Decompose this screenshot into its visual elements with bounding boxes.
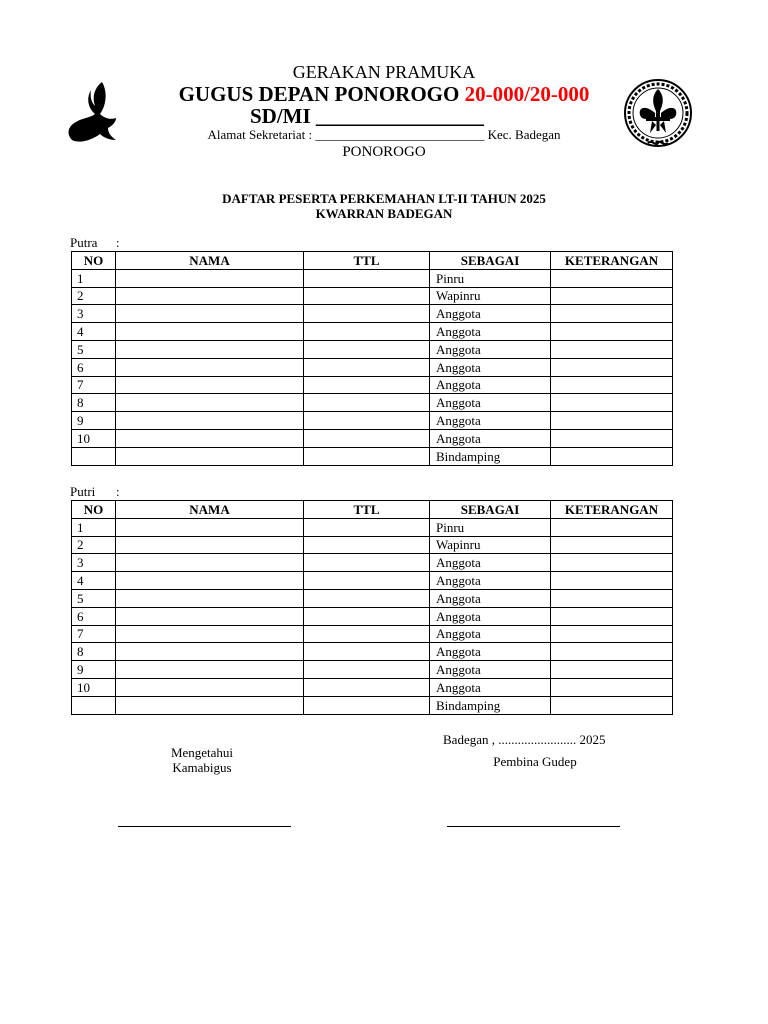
putra-section-label <box>70 235 120 251</box>
row-sebagai-cell: Anggota <box>430 412 551 430</box>
table-row <box>72 394 673 412</box>
row-sebagai-cell: Bindamping <box>430 696 551 714</box>
document-title: DAFTAR PESERTA PERKEMAHAN LT-II TAHUN 2025 <box>222 191 546 206</box>
table-row <box>72 287 673 305</box>
row-ttl-cell <box>304 536 430 554</box>
row-no-cell: 8 <box>72 394 116 412</box>
acknowledged-by-label: Mengetahui <box>170 745 234 760</box>
row-nama-cell <box>116 394 304 412</box>
row-no-cell <box>72 696 116 714</box>
row-nama-cell <box>116 429 304 447</box>
row-ttl-cell <box>304 358 430 376</box>
row-keterangan-cell <box>551 323 673 341</box>
row-keterangan-cell <box>551 536 673 554</box>
row-no-cell: 4 <box>72 572 116 590</box>
row-nama-cell <box>116 447 304 465</box>
row-ttl-cell <box>304 518 430 536</box>
row-no-cell: 2 <box>72 287 116 305</box>
row-nama-cell <box>116 661 304 679</box>
row-ttl-cell <box>304 429 430 447</box>
row-sebagai-cell: Anggota <box>430 625 551 643</box>
document-subtitle: KWARRAN BADEGAN <box>315 206 453 221</box>
document-title-block <box>0 191 768 221</box>
row-no-cell: 9 <box>72 412 116 430</box>
row-sebagai-cell: Anggota <box>430 554 551 572</box>
row-ttl-cell <box>304 340 430 358</box>
row-ttl-cell <box>304 305 430 323</box>
table-row <box>72 358 673 376</box>
kamabigus-signature-line <box>118 826 291 827</box>
table-row <box>72 412 673 430</box>
row-keterangan-cell <box>551 429 673 447</box>
table-row <box>72 678 673 696</box>
row-no-cell: 9 <box>72 661 116 679</box>
putri-section-label <box>70 484 120 500</box>
row-sebagai-cell: Anggota <box>430 323 551 341</box>
row-ttl-cell <box>304 643 430 661</box>
row-nama-cell <box>116 358 304 376</box>
row-sebagai-cell: Anggota <box>430 678 551 696</box>
row-sebagai-cell: Anggota <box>430 607 551 625</box>
gudep-number: 20-000/20-000 <box>464 82 590 106</box>
col-ttl: TTL <box>304 501 430 519</box>
row-ttl-cell <box>304 625 430 643</box>
row-no-cell: 3 <box>72 554 116 572</box>
row-keterangan-cell <box>551 412 673 430</box>
row-keterangan-cell <box>551 696 673 714</box>
row-sebagai-cell: Anggota <box>430 340 551 358</box>
pembina-gudep-label: Pembina Gudep <box>493 754 577 769</box>
row-ttl-cell <box>304 696 430 714</box>
row-sebagai-cell: Pinru <box>430 518 551 536</box>
kamabigus-label: Kamabigus <box>172 760 232 775</box>
row-ttl-cell <box>304 287 430 305</box>
row-sebagai-cell: Anggota <box>430 376 551 394</box>
row-sebagai-cell: Anggota <box>430 661 551 679</box>
row-no-cell: 7 <box>72 625 116 643</box>
row-nama-cell <box>116 572 304 590</box>
organization-name: GERAKAN PRAMUKA <box>292 62 476 82</box>
row-nama-cell <box>116 554 304 572</box>
row-no-cell: 5 <box>72 589 116 607</box>
row-no-cell: 2 <box>72 536 116 554</box>
putra-label: Putra <box>70 235 98 250</box>
row-nama-cell <box>116 323 304 341</box>
row-nama-cell <box>116 305 304 323</box>
row-keterangan-cell <box>551 518 673 536</box>
row-nama-cell <box>116 412 304 430</box>
gudep-prefix: GUGUS DEPAN PONOROGO <box>178 82 465 106</box>
school-line: SD/MI ________________ <box>250 104 484 128</box>
row-keterangan-cell <box>551 447 673 465</box>
row-nama-cell <box>116 287 304 305</box>
table-header-row <box>72 252 673 270</box>
putri-roster-table <box>71 500 673 715</box>
row-no-cell: 5 <box>72 340 116 358</box>
col-no: NO <box>72 252 116 270</box>
row-keterangan-cell <box>551 358 673 376</box>
row-keterangan-cell <box>551 269 673 287</box>
col-keterangan: KETERANGAN <box>551 501 673 519</box>
row-sebagai-cell: Wapinru <box>430 536 551 554</box>
row-no-cell <box>72 447 116 465</box>
row-ttl-cell <box>304 589 430 607</box>
col-no: NO <box>72 501 116 519</box>
col-sebagai: SEBAGAI <box>430 501 551 519</box>
row-keterangan-cell <box>551 287 673 305</box>
row-keterangan-cell <box>551 554 673 572</box>
row-nama-cell <box>116 625 304 643</box>
row-no-cell: 10 <box>72 678 116 696</box>
row-ttl-cell <box>304 572 430 590</box>
acknowledgement-block <box>130 745 274 775</box>
table-row <box>72 536 673 554</box>
secretariat-address: Alamat Sekretariat : __________________________ Kec. Badegan <box>207 127 561 142</box>
putri-label: Putri <box>70 484 96 499</box>
row-no-cell: 6 <box>72 607 116 625</box>
row-keterangan-cell <box>551 394 673 412</box>
row-sebagai-cell: Anggota <box>430 394 551 412</box>
row-sebagai-cell: Pinru <box>430 269 551 287</box>
table-row <box>72 661 673 679</box>
row-nama-cell <box>116 589 304 607</box>
table-header-row <box>72 501 673 519</box>
putri-colon: : <box>116 484 120 499</box>
table-row <box>72 376 673 394</box>
row-no-cell: 1 <box>72 518 116 536</box>
row-nama-cell <box>116 696 304 714</box>
col-nama: NAMA <box>116 501 304 519</box>
place-date-line: Badegan , ........................ 2025 <box>443 732 606 747</box>
row-nama-cell <box>116 269 304 287</box>
row-ttl-cell <box>304 323 430 341</box>
table-row <box>72 305 673 323</box>
row-sebagai-cell: Anggota <box>430 358 551 376</box>
table-row <box>72 554 673 572</box>
row-ttl-cell <box>304 394 430 412</box>
row-keterangan-cell <box>551 305 673 323</box>
row-keterangan-cell <box>551 607 673 625</box>
row-nama-cell <box>116 518 304 536</box>
row-keterangan-cell <box>551 589 673 607</box>
row-keterangan-cell <box>551 376 673 394</box>
row-keterangan-cell <box>551 340 673 358</box>
row-no-cell: 4 <box>72 323 116 341</box>
row-nama-cell <box>116 643 304 661</box>
col-nama: NAMA <box>116 252 304 270</box>
table-row <box>72 572 673 590</box>
table-row <box>72 340 673 358</box>
putra-roster-table <box>71 251 673 466</box>
row-sebagai-cell: Bindamping <box>430 447 551 465</box>
row-no-cell: 6 <box>72 358 116 376</box>
row-sebagai-cell: Anggota <box>430 429 551 447</box>
row-nama-cell <box>116 340 304 358</box>
row-ttl-cell <box>304 554 430 572</box>
putra-colon: : <box>116 235 120 250</box>
table-row <box>72 643 673 661</box>
row-ttl-cell <box>304 269 430 287</box>
row-sebagai-cell: Anggota <box>430 643 551 661</box>
table-row <box>72 447 673 465</box>
row-ttl-cell <box>304 412 430 430</box>
row-no-cell: 10 <box>72 429 116 447</box>
table-row <box>72 429 673 447</box>
table-row <box>72 323 673 341</box>
table-row <box>72 607 673 625</box>
city-name: PONOROGO <box>342 144 426 160</box>
row-keterangan-cell <box>551 625 673 643</box>
row-sebagai-cell: Wapinru <box>430 287 551 305</box>
row-sebagai-cell: Anggota <box>430 589 551 607</box>
row-sebagai-cell: Anggota <box>430 572 551 590</box>
col-ttl: TTL <box>304 252 430 270</box>
table-row <box>72 589 673 607</box>
col-sebagai: SEBAGAI <box>430 252 551 270</box>
row-ttl-cell <box>304 678 430 696</box>
row-keterangan-cell <box>551 643 673 661</box>
row-ttl-cell <box>304 607 430 625</box>
table-row <box>72 696 673 714</box>
table-row <box>72 269 673 287</box>
row-ttl-cell <box>304 376 430 394</box>
table-row <box>72 625 673 643</box>
row-ttl-cell <box>304 661 430 679</box>
row-no-cell: 8 <box>72 643 116 661</box>
table-row <box>72 518 673 536</box>
pembina-signature-line <box>447 826 620 827</box>
col-keterangan: KETERANGAN <box>551 252 673 270</box>
row-no-cell: 1 <box>72 269 116 287</box>
row-no-cell: 3 <box>72 305 116 323</box>
row-ttl-cell <box>304 447 430 465</box>
row-keterangan-cell <box>551 678 673 696</box>
row-nama-cell <box>116 536 304 554</box>
row-nama-cell <box>116 678 304 696</box>
row-sebagai-cell: Anggota <box>430 305 551 323</box>
row-nama-cell <box>116 376 304 394</box>
row-no-cell: 7 <box>72 376 116 394</box>
row-keterangan-cell <box>551 572 673 590</box>
row-keterangan-cell <box>551 661 673 679</box>
row-nama-cell <box>116 607 304 625</box>
